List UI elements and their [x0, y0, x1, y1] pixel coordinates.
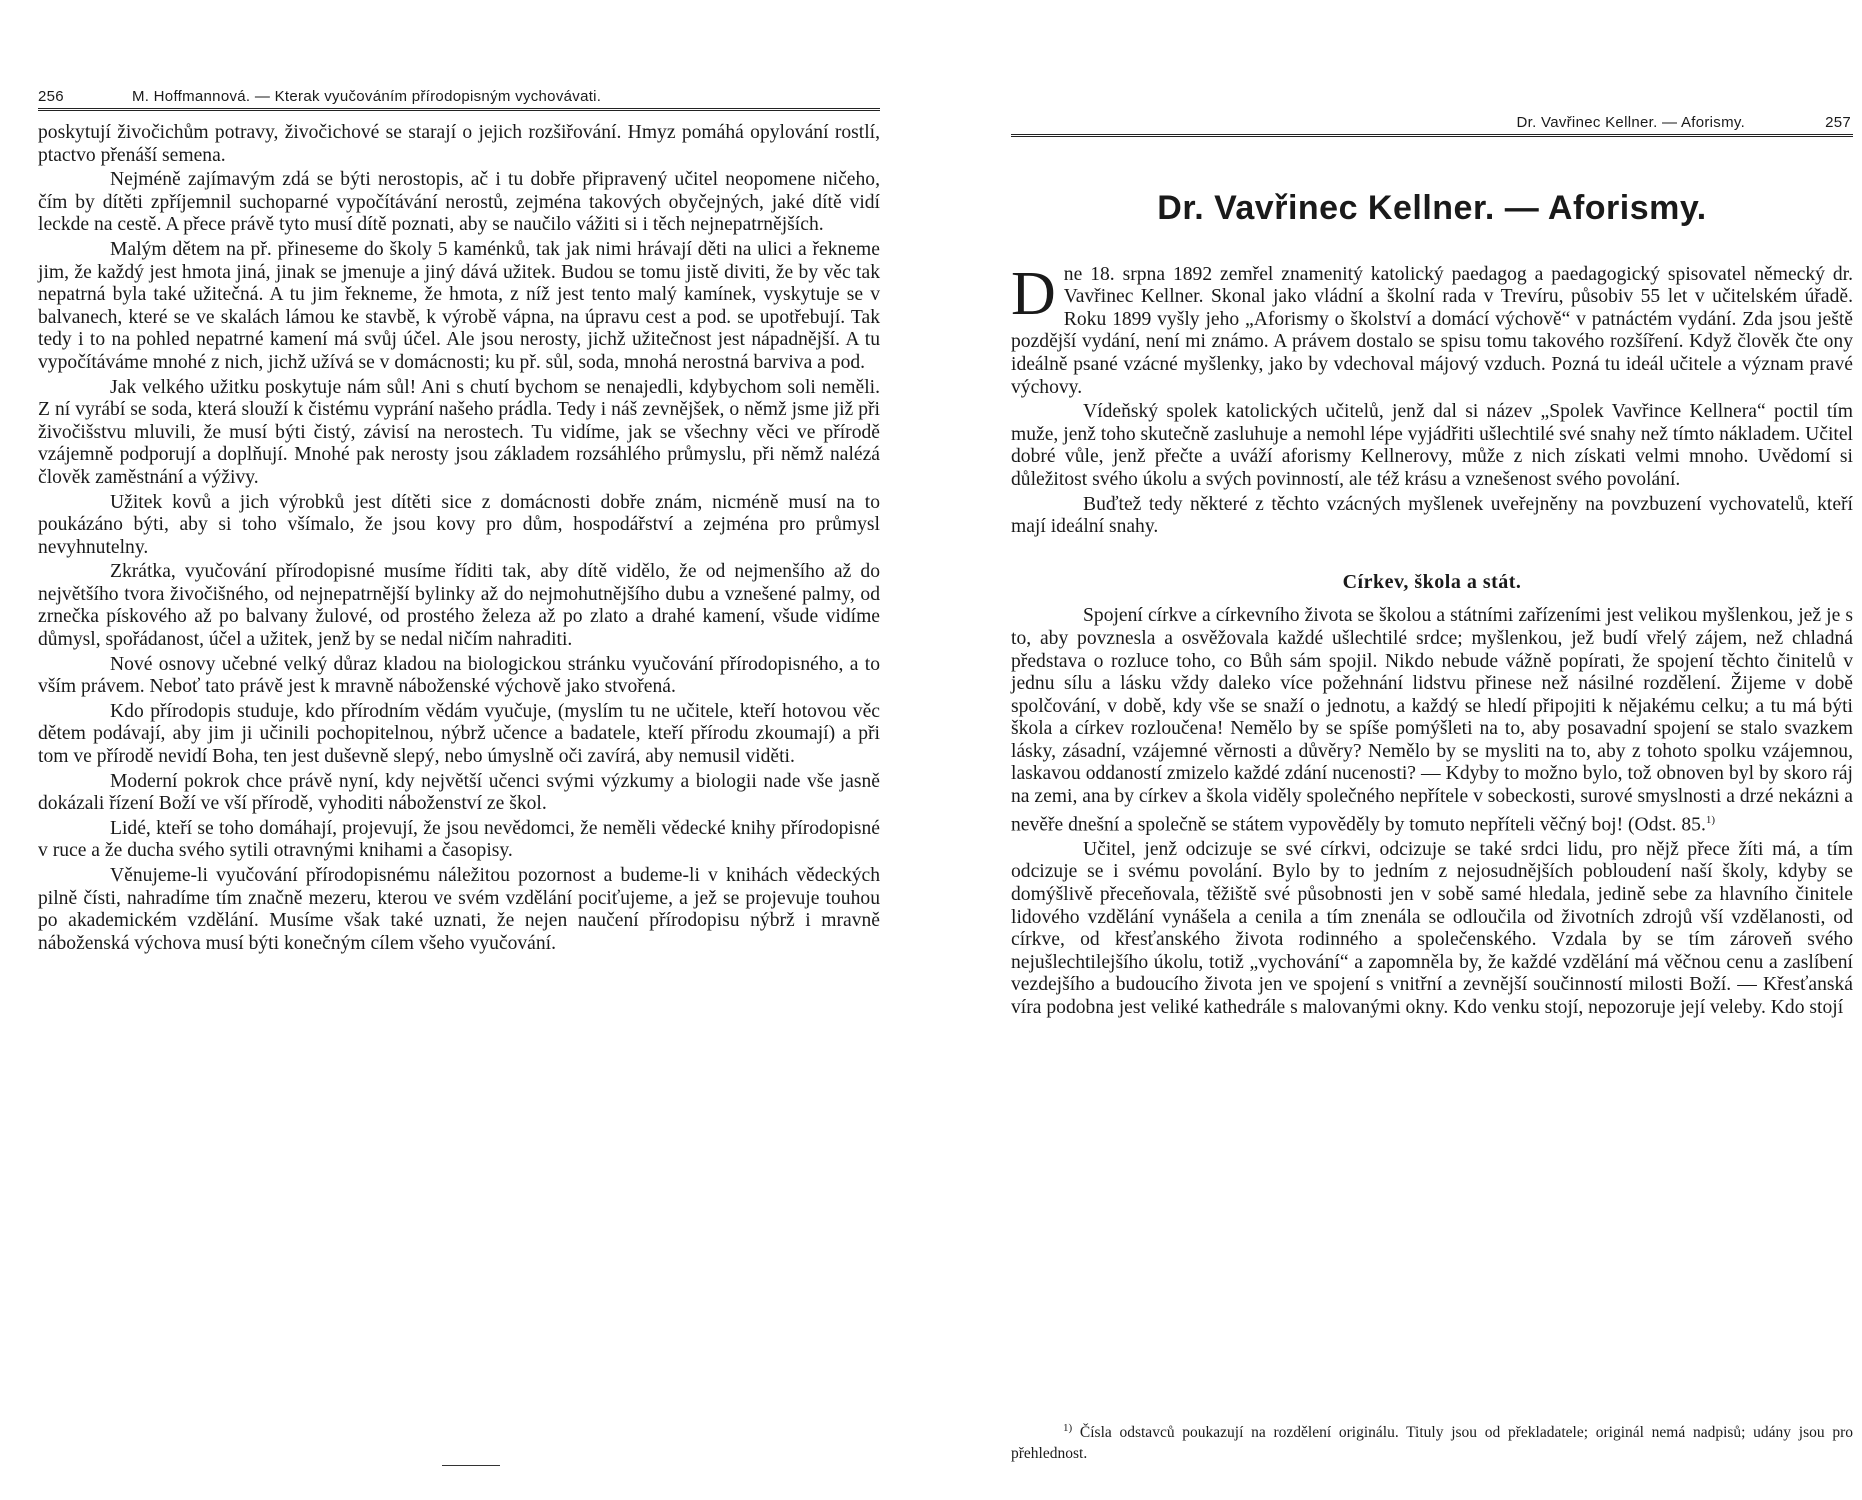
footnote — [1011, 1418, 1853, 1464]
footnote-ref: 1) — [1705, 813, 1716, 826]
drop-cap: D — [1011, 259, 1056, 328]
paragraph: Věnujeme-li vyučování přírodopisnému náležitou pozornost a budeme-li v knihách vědeckých pilně čísti, nahradíme tím značně mezeru, kterou ve svém vzdělání pociťujeme, a jež se projevuje touhou po akademickém vzdělání. Musíme však také uznati, že nejen naučení přírodopisu nýbrž i mravně náboženská výchova musí býti konečným cílem všeho vyučování. — [38, 865, 880, 954]
right-body-text — [1011, 189, 1853, 1022]
footnote-text: Čísla odstavců poukazují na rozdělení originálu. Tituly jsou od překladatele; originál nemá nadpisů; udány jsou pro přehlednost. — [1011, 1424, 1853, 1463]
header-rule-left — [38, 108, 880, 111]
paragraph: Buďtež tedy některé z těchto vzácných myšlenek uveřejněny na povzbuzení vychovatelů, kteří mají ideální snahy. — [1011, 493, 1853, 538]
running-head-title-right: Dr. Vavřinec Kellner. — Aforismy. — [1516, 114, 1746, 131]
paragraph: poskytují živočichům potravy, živočichové se starají o jejich rozšiřování. Hmyz pomáhá opylování rostlí, ptactvo přenáší semena. — [38, 122, 880, 166]
paragraph: Zkrátka, vyučování přírodopisné musíme říditi tak, aby dítě vidělo, že od nejmenšího až do největšího tvora živočišného, od nejnepatrnější bylinky až do nejmohutnějšího dubu a vznešené palmy, od zrnečka pískového až po balvany žulové, od prostého železa až po zlato a drahé kamení, všude vidíme důmysl, spořádanost, účel a užitek, jenž by se nedal ničím nahraditi. — [38, 561, 880, 651]
page-number-right: 257 — [1825, 114, 1851, 131]
right-page — [931, 0, 1862, 1500]
running-head-title-left: M. Hoffmannová. — Kterak vyučováním přírodopisným vychovávati. — [131, 88, 602, 105]
paragraph: Lidé, kteří se toho domáhají, projevují, že jsou nevědomci, že neměli vědecké knihy přírodopisné v ruce a že ducha svého sytili otravnými knihami a časopisy. — [38, 817, 880, 862]
article-title: Dr. Vavřinec Kellner. — Aforismy. — [1157, 189, 1707, 227]
header-rule-right — [1011, 134, 1853, 137]
running-head-left — [38, 88, 878, 105]
paragraph: Moderní pokrok chce právě nyní, kdy největší učenci svými výzkumy a biologii nade vše jasně dokázali řízení Boží ve vší přírodě, vyhoditi náboženství ze škol. — [38, 770, 880, 815]
paragraph: Kdo přírodopis studuje, kdo přírodním vědám vyučuje, (myslím tu ne učitele, kteří hotovou věc dětem podávají, aby jim ji učinili pochopitelnou, nýbrž učence a badatele, kteří přírodu zkoumají) a při tom ve přírodě nevidí Boha, ten jest duševně slepý, nebo úmyslně oči zavírá, aby nemusil viděti. — [38, 700, 880, 768]
paragraph: Užitek kovů a jich výrobků jest dítěti sice z domácnosti dobře znám, nicméně musí na to poukázáno býti, aby si toho všímalo, že jsou kovy pro dům, hospodářství a zejména pro průmysl nevyhnutelny. — [38, 491, 880, 558]
paragraph: Učitel, jenž odcizuje se své církvi, odcizuje se také srdci lidu, pro nějž přece žíti má, a tím odcizuje se i svému povolání. Bylo by to jedním z nejosudnějších pobloudení naší školy, kdyby se domýšlivě přeceňovala, těžiště své působnosti jen v sobě samé hledala, jedině sebe za hlavního činitele lidového vzdělání vynášela a cenila a tím znenála se odloučila od životních zdrojů vší vzdělanosti, od církve, od křesťanského života rodinného a společenského. Vzdala by se tím zároveň svého nejušlechtilejšího úkolu, totiž „vychování“ a zapomněla by, že každé vzdělání má věčnou cenu a zaslíbení vezdejšího a budoucího života jen ve spojení s vnitřní a zevnější součinností milosti Boží. — Křesťanská víra podobna jest veliké kathedrále s malovanými okny. Kdo venku stojí, nepozoruje její veleby. Kdo stojí — [1011, 838, 1853, 1018]
section-title: Církev, škola a stát. — [1342, 570, 1522, 593]
left-body-text — [38, 122, 880, 957]
footnote-marker: 1) — [1063, 1422, 1073, 1434]
paragraph: Nejméně zajímavým zdá se býti nerostopis, ač i tu dobře připravený učitel neopomene ničeho, čím by dítěti zpříjemnil suchoparné vypočítávání nerostů, zejména takových obyčejných, jaké dítě vidí leckde na cestě. A přece právě tyto musí dítě poznati, aby se naučilo vážiti si i těch nejnepatrnějších. — [38, 169, 880, 236]
paragraph: Nové osnovy učebné velký důraz kladou na biologickou stránku vyučování přírodopisného, a to vším právem. Neboť tato právě jest k mravně náboženské výchově jako stvořená. — [38, 653, 880, 698]
paragraph: Malým dětem na př. přineseme do školy 5 kaménků, tak jak nimi hrávají děti na ulici a řekneme jim, že každý jest hmota jiná, jinak se jmenuje a jiný dává užitek. Budou se tomu jistě diviti, že by věc tak nepatrná byla také užitečná. A tu jim řekneme, že hmota, z níž jest tento malý kamínek, vyskytuje se v balvanech, které se ve skalách lámou ke stavbě, k výrobě vápna, na úpravu cest a pod. se upotřebují. Tak tedy i to na pohled nepatrné kamení má svůj účel. Ale jsou nerosty, jichž užitečnost jest nápadnější. A tu vypočítáváme mnohé z nich, jichž užívá se v domácnosti; ku př. sůl, soda, mnohá nerostná barviva a pod. — [38, 238, 880, 373]
intro-paragraph: Dne 18. srpna 1892 zemřel znamenitý katolický paedagog a paedagogický spisovatel německý dr. Vavřinec Kellner. Skonal jako vládní a školní rada v Trevíru, působiv 55 let v učitelském úřadě. Roku 1899 vyšly jeho „Aforismy o školství a domácí výchově“ v patnáctém vydání. Zda jsou ještě pozdější vydání, není mi známo. A právem dostalo se spisu tomu takového rozšíření. Když člověk čte ony ideálně psané vzácné myšlenky, jako by vdechoval májový vzduch. Pozná tu ideál učitele a význam pravé výchovy. — [1011, 259, 1853, 398]
page-number-left: 256 — [38, 88, 64, 105]
paragraph: Jak velkého užitku poskytuje nám sůl! Ani s chutí bychom se nenajedli, kdybychom soli neměli. Z ní vyrábí se soda, která slouží k čistému vyprání našeho prádla. Tedy i náš zevnějšek, o němž jsme již při živočišstvu mluvili, že musí býti čistý, závisí na nerostech. Tu vidíme, jak se všechny věci ve přírodě vzájemně podporují a doplňují. Mnohé pak nerosty jsou základem rozsáhlého průmyslu, při němž nalézá člověk zaměstnání a výživy. — [38, 376, 880, 488]
running-head-right — [1011, 114, 1851, 131]
paragraph: Spojení církve a církevního života se školou a státními zařízeními jest velikou myšlenkou, jež je s to, aby povznesla a osvěžovala každé ušlechtilé srdce; myšlenkou, jež budí vřelý zájem, než chladná představa o rozluce toho, co Bůh sám spojil. Nikdo nebude vážně popírati, že spojení těchto činitelů v jednu sílu a lásku vždy daleko více požehnání lidstvu přinese než násilné rozdělení. Žijeme v době spolčování, v době, kdy vše se snaží o jednotu, a každý se hledí připojiti k nějakému celku; a tu má býti škola a církev rozloučena! Nemělo by se spíše pomýšleti na to, aby posavadní spojení se stalo svazkem lásky, zásadní, vzájemné věrnosti a důvěry? Nemělo by se mysliti na to, aby z tohoto spolku vzájemnou, laskavou oddaností zmizelo každé zdání nucenosti? — Kdyby to možno bylo, tož obnoven byl by skoro ráj na zemi, ana by církev a škola viděly společného nepřítele v sobeckosti, surové smyslnosti a drzé nekázni a nevěře dnešní a společně se státem vypověděly by tomuto nepříteli věčný boj! (Odst. 85.$^{1)}$ — [1011, 605, 1853, 836]
paragraph: Vídeňský spolek katolických učitelů, jenž dal si název „Spolek Vavřince Kellnera“ poctil tím muže, jenž toho skutečně zasluhuje a nemohl lépe vyjádřiti ušlechtilé své snahy než tímto nákladem. Učitel dobré vůle, jenž přečte a uváží aforismy Kellnerovy, může z nich získati velmi mnoho. Uvědomí si důležitost svého úkolu a svých povinností, ale též krásu a vznešenost svého povolání. — [1011, 401, 1853, 490]
end-rule — [442, 1465, 500, 1466]
